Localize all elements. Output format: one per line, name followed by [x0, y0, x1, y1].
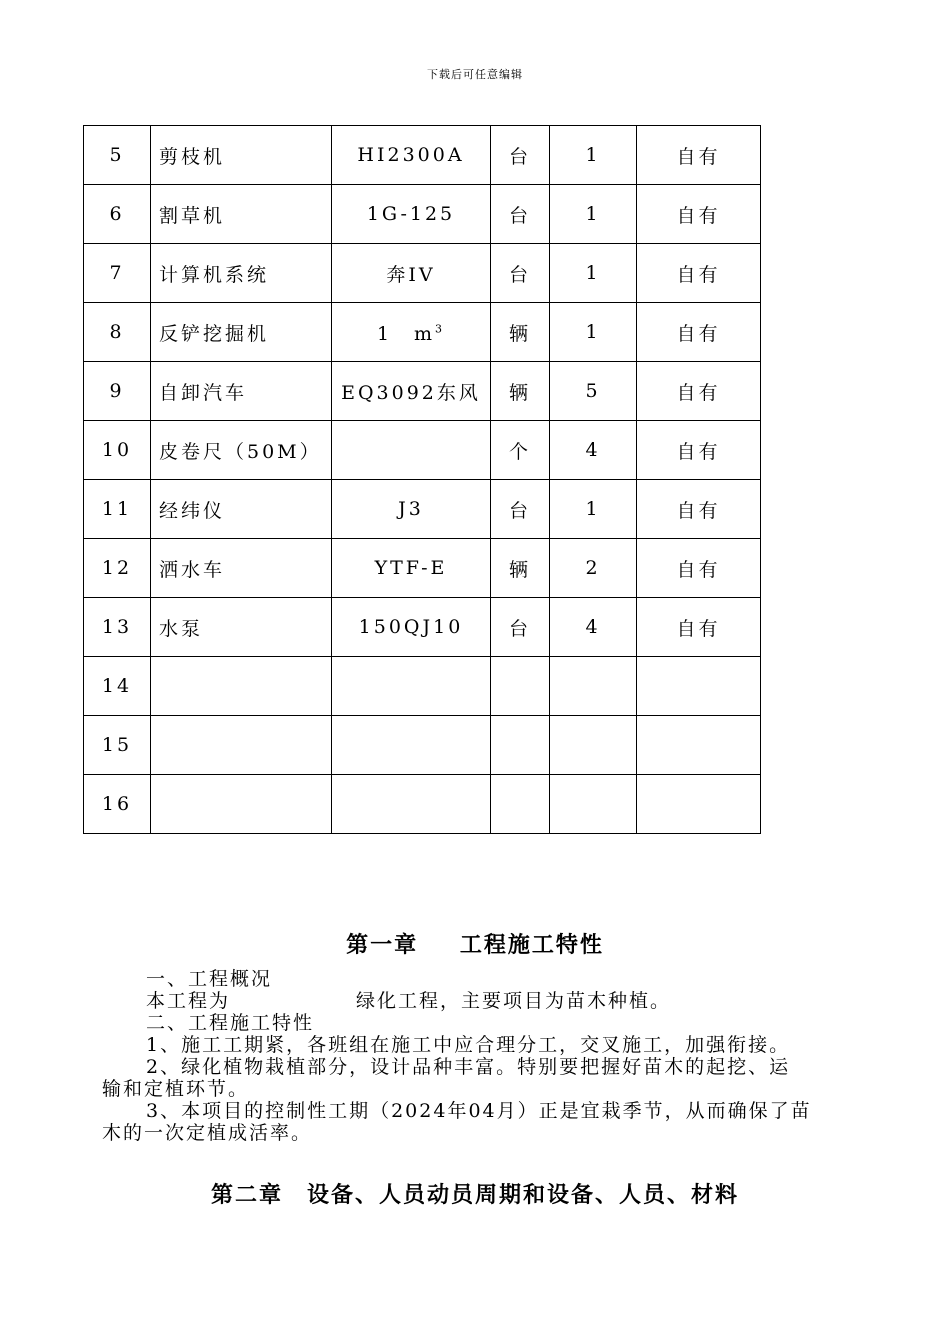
equipment-unit-text: 个 [508, 440, 531, 463]
table-row [84, 421, 761, 480]
equipment-quantity [550, 362, 637, 421]
equipment-ownership [637, 598, 761, 657]
equipment-ownership-text: 自有 [676, 558, 721, 581]
equipment-unit [491, 775, 550, 834]
equipment-model [332, 126, 491, 185]
equipment-ownership [637, 421, 761, 480]
equipment-model-text: 1 m [376, 322, 436, 345]
row-number [84, 657, 151, 716]
row-number [84, 598, 151, 657]
equipment-name [151, 775, 332, 834]
feature-item-2-line1: 2、绿化植物栽植部分，设计品种丰富。特别要把握好苗木的起挖、运 [146, 1056, 791, 1078]
equipment-name-text: 剪枝机 [159, 145, 226, 168]
equipment-unit [491, 598, 550, 657]
equipment-name [151, 185, 332, 244]
chapter1-body [102, 968, 852, 1144]
feature-item-3-line1: 3、本项目的控制性工期（2024年04月）正是宜栽季节，从而确保了苗 [146, 1100, 812, 1122]
equipment-ownership-text: 自有 [676, 263, 721, 286]
equipment-name-text: 洒水车 [159, 558, 226, 581]
equipment-model [332, 480, 491, 539]
equipment-unit-text: 台 [508, 204, 531, 227]
equipment-name [151, 244, 332, 303]
row-number [84, 362, 151, 421]
equipment-unit-text: 台 [508, 617, 531, 640]
row-number-text: 10 [101, 439, 133, 461]
equipment-quantity [550, 421, 637, 480]
section2-heading: 二、工程施工特性 [146, 1012, 315, 1034]
equipment-ownership [637, 126, 761, 185]
row-number-text: 7 [109, 262, 125, 284]
equipment-ownership [637, 185, 761, 244]
table-row [84, 185, 761, 244]
equipment-name-text: 经纬仪 [159, 499, 226, 522]
equipment-quantity [550, 480, 637, 539]
equipment-ownership-text: 自有 [676, 617, 721, 640]
equipment-model [332, 539, 491, 598]
row-number-text: 9 [109, 380, 125, 402]
equipment-ownership-text: 自有 [676, 499, 721, 522]
equipment-name [151, 716, 332, 775]
equipment-unit [491, 362, 550, 421]
equipment-model [332, 775, 491, 834]
chapter2-title: 第二章 设备、人员动员周期和设备、人员、材料 [210, 1182, 739, 1208]
row-number-text: 15 [101, 734, 133, 756]
row-number [84, 126, 151, 185]
equipment-quantity [550, 775, 637, 834]
equipment-unit-text: 台 [508, 499, 531, 522]
equipment-quantity [550, 244, 637, 303]
equipment-model [332, 362, 491, 421]
feature-item-3-line2: 木的一次定植成活率。 [102, 1122, 313, 1144]
equipment-unit-text: 辆 [508, 322, 531, 345]
equipment-ownership [637, 539, 761, 598]
table-row [84, 303, 761, 362]
row-number-text: 14 [101, 675, 133, 697]
equipment-name [151, 657, 332, 716]
row-number [84, 303, 151, 362]
table-row [84, 657, 761, 716]
row-number-text: 6 [109, 203, 125, 225]
feature-item-2-line2: 输和定植环节。 [102, 1078, 250, 1100]
header-note: 下载后可任意编辑 [427, 68, 523, 81]
chapter1-title: 第一章 工程施工特性 [346, 932, 604, 958]
equipment-quantity-text: 1 [585, 321, 601, 343]
row-number-text: 12 [101, 557, 133, 579]
equipment-name-text: 水泵 [159, 617, 204, 640]
equipment-unit [491, 539, 550, 598]
table-row [84, 539, 761, 598]
equipment-quantity-text: 1 [585, 203, 601, 225]
equipment-unit-text: 辆 [508, 558, 531, 581]
equipment-table-body [84, 126, 761, 834]
equipment-model [332, 244, 491, 303]
equipment-unit-text: 台 [508, 145, 531, 168]
equipment-ownership [637, 244, 761, 303]
equipment-quantity-text: 5 [585, 380, 601, 402]
row-number-text: 13 [101, 616, 133, 638]
equipment-quantity-text: 1 [585, 498, 601, 520]
equipment-ownership [637, 716, 761, 775]
equipment-unit [491, 657, 550, 716]
row-number [84, 775, 151, 834]
equipment-model [332, 303, 491, 362]
equipment-quantity [550, 716, 637, 775]
equipment-name-text: 计算机系统 [159, 263, 270, 286]
equipment-name [151, 421, 332, 480]
table-row [84, 775, 761, 834]
table-row [84, 362, 761, 421]
row-number [84, 185, 151, 244]
equipment-ownership-text: 自有 [676, 322, 721, 345]
row-number-text: 16 [101, 793, 133, 815]
equipment-model [332, 657, 491, 716]
equipment-ownership-text: 自有 [676, 204, 721, 227]
overview-paragraph: 本工程为 绿化工程，主要项目为苗木种植。 [146, 990, 672, 1012]
equipment-model-text: 150QJ10 [358, 616, 464, 638]
equipment-unit-text: 台 [508, 263, 531, 286]
equipment-unit [491, 421, 550, 480]
table-row [84, 480, 761, 539]
row-number-text: 8 [109, 321, 125, 343]
table-row [84, 598, 761, 657]
equipment-model-text: EQ3092东风 [341, 381, 481, 404]
equipment-quantity [550, 539, 637, 598]
equipment-name-text: 反铲挖掘机 [159, 322, 270, 345]
equipment-model-text: YTF-E [374, 557, 448, 579]
equipment-quantity [550, 657, 637, 716]
row-number-text: 11 [101, 498, 133, 520]
equipment-quantity-text: 4 [585, 616, 601, 638]
equipment-ownership-text: 自有 [676, 440, 721, 463]
equipment-model-text: HI2300A [357, 144, 465, 166]
equipment-ownership [637, 657, 761, 716]
equipment-quantity [550, 185, 637, 244]
equipment-name [151, 126, 332, 185]
table-row [84, 126, 761, 185]
equipment-model [332, 185, 491, 244]
unit-superscript: 3 [435, 322, 446, 336]
equipment-name-text: 割草机 [159, 204, 226, 227]
equipment-ownership [637, 362, 761, 421]
equipment-name [151, 539, 332, 598]
equipment-name-text: 皮卷尺（50M） [159, 440, 322, 463]
equipment-unit [491, 126, 550, 185]
feature-item-1: 1、施工工期紧，各班组在施工中应合理分工，交叉施工，加强衔接。 [146, 1034, 791, 1056]
equipment-quantity-text: 1 [585, 262, 601, 284]
equipment-quantity [550, 598, 637, 657]
equipment-quantity-text: 1 [585, 144, 601, 166]
equipment-quantity-text: 4 [585, 439, 601, 461]
equipment-model-text: J3 [398, 498, 424, 520]
equipment-quantity [550, 303, 637, 362]
row-number [84, 244, 151, 303]
row-number-text: 5 [109, 144, 125, 166]
equipment-ownership [637, 775, 761, 834]
equipment-model [332, 598, 491, 657]
row-number [84, 539, 151, 598]
section1-heading: 一、工程概况 [146, 968, 273, 990]
equipment-ownership [637, 480, 761, 539]
equipment-quantity [550, 126, 637, 185]
equipment-name [151, 598, 332, 657]
equipment-model [332, 421, 491, 480]
equipment-unit [491, 716, 550, 775]
equipment-name-text: 自卸汽车 [159, 381, 248, 404]
equipment-model-text: 1G-125 [366, 203, 456, 225]
equipment-unit-text: 辆 [508, 381, 531, 404]
equipment-name [151, 480, 332, 539]
equipment-table [83, 125, 761, 834]
equipment-unit [491, 303, 550, 362]
equipment-quantity-text: 2 [585, 557, 601, 579]
row-number [84, 716, 151, 775]
equipment-model [332, 716, 491, 775]
table-row [84, 716, 761, 775]
equipment-unit [491, 185, 550, 244]
equipment-name [151, 362, 332, 421]
equipment-ownership-text: 自有 [676, 381, 721, 404]
row-number [84, 421, 151, 480]
equipment-unit [491, 480, 550, 539]
row-number [84, 480, 151, 539]
table-row [84, 244, 761, 303]
equipment-name [151, 303, 332, 362]
equipment-unit [491, 244, 550, 303]
equipment-model-text: 奔IV [386, 263, 436, 286]
equipment-ownership [637, 303, 761, 362]
equipment-ownership-text: 自有 [676, 145, 721, 168]
